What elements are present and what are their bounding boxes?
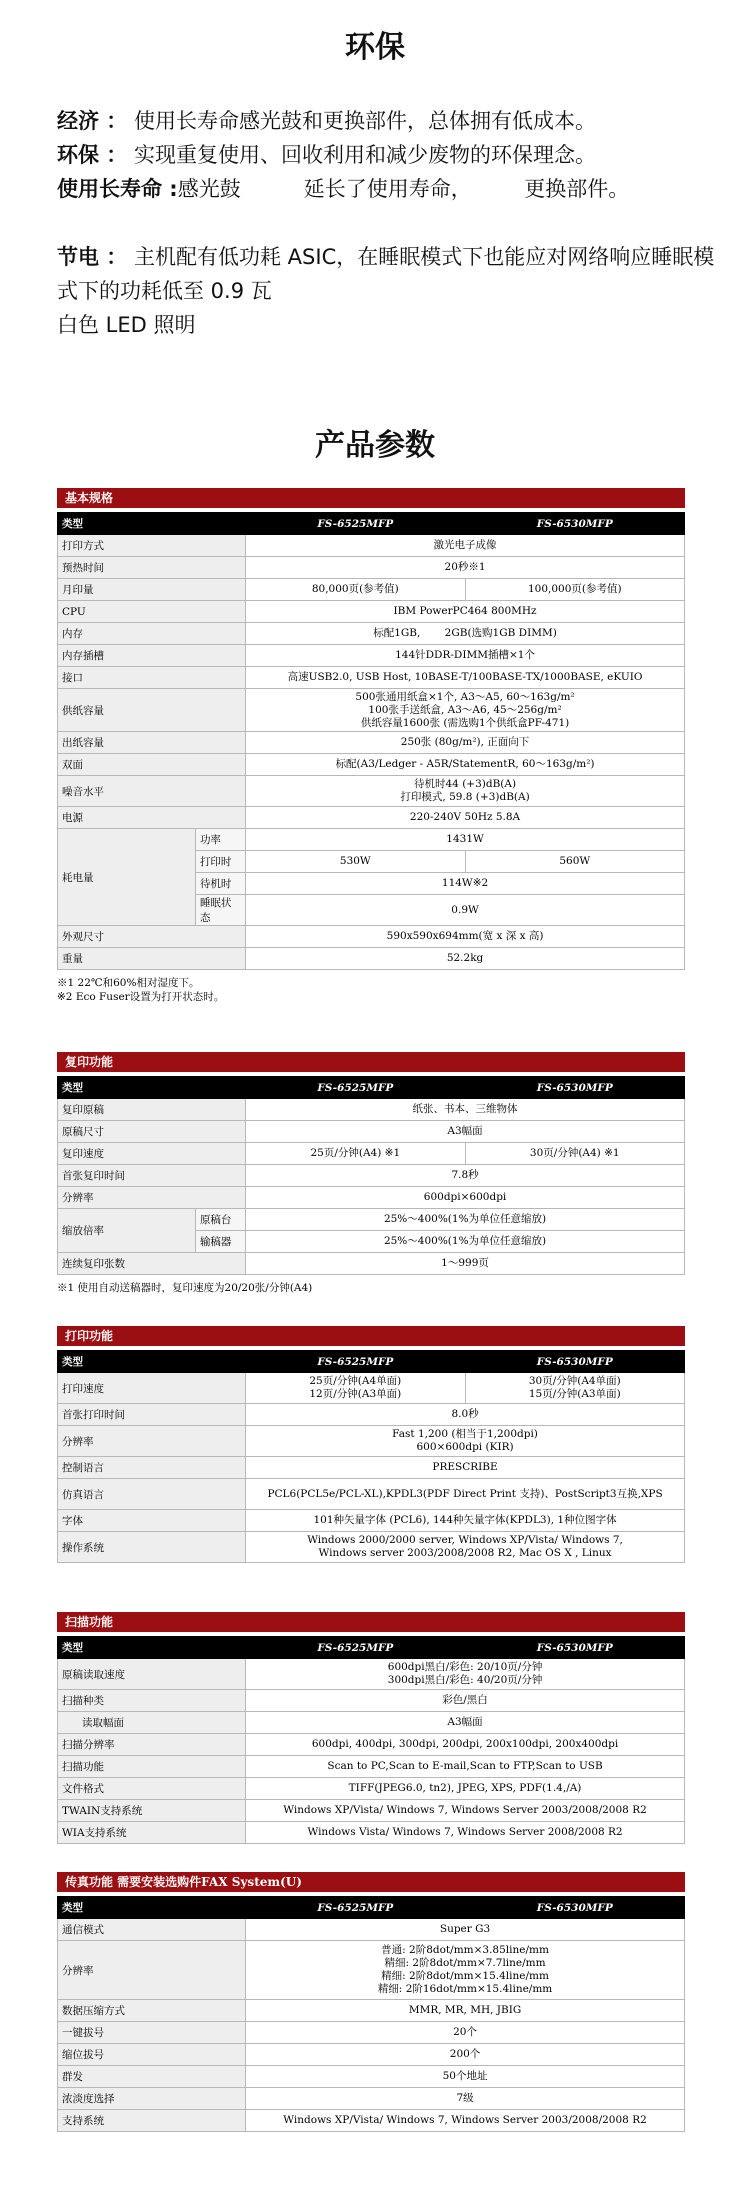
- table-row: [58, 926, 685, 948]
- header-type: 类型: [58, 1351, 246, 1373]
- row-value-model-1: 25页/分钟(A4) ※1: [246, 1143, 465, 1165]
- row-label: 扫描种类: [58, 1690, 246, 1712]
- row-value: 0.9W: [246, 895, 685, 926]
- row-value: 7.8秒: [246, 1165, 685, 1187]
- row-sub-label: 原稿台: [195, 1209, 245, 1231]
- row-label: 月印量: [58, 579, 246, 601]
- table-row: [58, 1457, 685, 1479]
- row-value-model-2: 560W: [465, 851, 684, 873]
- header-type: 类型: [58, 1077, 246, 1099]
- row-label: 复印原稿: [58, 1099, 246, 1121]
- row-value: Windows Vista/ Windows 7, Windows Server 2008/2008 R2: [246, 1822, 685, 1844]
- row-value-model-1: 530W: [246, 851, 465, 873]
- eco-line-led: 白色 LED 照明: [57, 313, 196, 337]
- row-value: 600dpi, 400dpi, 300dpi, 200dpi, 200x100dpi, 200x400dpi: [246, 1734, 685, 1756]
- table-row: [58, 1822, 685, 1844]
- row-label: 首张打印时间: [58, 1404, 246, 1426]
- section-title: 打印功能: [57, 1326, 685, 1346]
- section-title: 扫描功能: [57, 1612, 685, 1632]
- table-row: [58, 1712, 685, 1734]
- table-row: [58, 2044, 685, 2066]
- eco-line-economy: 经济 ： 使用长寿命感光鼓和更换部件，总体拥有低成本。: [57, 109, 596, 133]
- row-label: CPU: [58, 601, 246, 623]
- header-model-1: FS-6525MFP: [246, 1351, 465, 1373]
- header-model-1: FS-6525MFP: [246, 1897, 465, 1919]
- row-label: 扫描分辨率: [58, 1734, 246, 1756]
- table-row: [58, 776, 685, 807]
- table-row: [58, 2110, 685, 2132]
- header-model-2: FS-6530MFP: [465, 513, 684, 535]
- row-value: 25%～400%(1%为单位任意缩放): [246, 1209, 685, 1231]
- table-header-row: [58, 1077, 685, 1099]
- row-value-model-2: 30页/分钟(A4) ※1: [465, 1143, 684, 1165]
- row-label: 数据压缩方式: [58, 2000, 246, 2022]
- row-label: 打印方式: [58, 535, 246, 557]
- row-value: 250张 (80g/m²), 正面向下: [246, 732, 685, 754]
- table-row: [58, 2022, 685, 2044]
- row-sub-label: 待机时: [195, 873, 245, 895]
- eco-block: [57, 104, 717, 342]
- row-value: 1431W: [246, 829, 685, 851]
- spec-table: [57, 1350, 685, 1563]
- row-value: MMR, MR, MH, JBIG: [246, 2000, 685, 2022]
- row-value-model-1: 80,000页(参考值): [246, 579, 465, 601]
- eco-line-environment: 环保 ： 实现重复使用、回收利用和减少废物的环保理念。: [57, 143, 596, 167]
- row-value: 114W※2: [246, 873, 685, 895]
- row-label: 分辨率: [58, 1941, 246, 2000]
- row-sub-label: 输稿器: [195, 1231, 245, 1253]
- row-label: WIA支持系统: [58, 1822, 246, 1844]
- row-sub-label: 睡眠状态: [195, 895, 245, 926]
- section-title: 复印功能: [57, 1052, 685, 1072]
- row-label: 文件格式: [58, 1778, 246, 1800]
- row-value: 500张通用纸盒×1个, A3～A5, 60～163g/m² 100张手送纸盒, A3～A6, 45～256g/m² 供纸容量1600张 (需选购1个供纸盒PF-471): [246, 689, 685, 732]
- table-row: [58, 1253, 685, 1275]
- row-value: A3幅面: [246, 1121, 685, 1143]
- row-label: 首张复印时间: [58, 1165, 246, 1187]
- row-value: PCL6(PCL5e/PCL-XL),KPDL3(PDF Direct Print 支持)、PostScript3互换,XPS: [246, 1479, 685, 1510]
- row-value: 纸张、书本、三维物体: [246, 1099, 685, 1121]
- header-type: 类型: [58, 513, 246, 535]
- footnote: ※2 Eco Fuser设置为打开状态时。: [57, 991, 225, 1003]
- row-group-label: 耗电量: [58, 829, 196, 926]
- row-label: 分辨率: [58, 1187, 246, 1209]
- section-print: [57, 1326, 685, 1563]
- header-type: 类型: [58, 1897, 246, 1919]
- table-row: [58, 1121, 685, 1143]
- table-row: [58, 1941, 685, 2000]
- row-label: TWAIN支持系统: [58, 1800, 246, 1822]
- row-value: 20秒※1: [246, 557, 685, 579]
- row-label: 供纸容量: [58, 689, 246, 732]
- table-row: [58, 1734, 685, 1756]
- row-label: 打印速度: [58, 1373, 246, 1404]
- row-value: TIFF(JPEG6.0, tn2), JPEG, XPS, PDF(1.4,/A): [246, 1778, 685, 1800]
- header-model-1: FS-6525MFP: [246, 513, 465, 535]
- row-value: 200个: [246, 2044, 685, 2066]
- section-title: 传真功能 需要安装选购件FAX System(U): [57, 1872, 685, 1892]
- row-value: Fast 1,200 (相当于1,200dpi) 600×600dpi (KIR): [246, 1426, 685, 1457]
- table-row: [58, 557, 685, 579]
- row-value: 144针DDR-DIMM插槽×1个: [246, 645, 685, 667]
- table-row: [58, 948, 685, 970]
- table-row: [58, 2066, 685, 2088]
- row-value-model-1: 25页/分钟(A4单面) 12页/分钟(A3单面): [246, 1373, 465, 1404]
- row-value: Windows 2000/2000 server, Windows XP/Vista/ Windows 7, Windows server 2003/2008/2008 R2, Mac OS X , Linux: [246, 1532, 685, 1563]
- table-row: [58, 732, 685, 754]
- row-label: 原稿尺寸: [58, 1121, 246, 1143]
- row-label: 操作系统: [58, 1532, 246, 1563]
- table-header-row: [58, 1637, 685, 1659]
- table-row: [58, 579, 685, 601]
- table-row: [58, 1756, 685, 1778]
- row-value: 590x590x694mm(宽 x 深 x 高): [246, 926, 685, 948]
- spec-table: [57, 1896, 685, 2132]
- row-label: 双面: [58, 754, 246, 776]
- row-label: 噪音水平: [58, 776, 246, 807]
- section-notes: [57, 1281, 685, 1295]
- row-value: 激光电子成像: [246, 535, 685, 557]
- row-value: Scan to PC,Scan to E-mail,Scan to FTP,Scan to USB: [246, 1756, 685, 1778]
- spec-table: [57, 1636, 685, 1844]
- table-row: [58, 1919, 685, 1941]
- table-row: [58, 667, 685, 689]
- table-row: [58, 1373, 685, 1404]
- section-notes: [57, 976, 685, 1004]
- table-row: [58, 1426, 685, 1457]
- row-label: 外观尺寸: [58, 926, 246, 948]
- row-label: 支持系统: [58, 2110, 246, 2132]
- row-value: 220-240V 50Hz 5.8A: [246, 807, 685, 829]
- row-label: 电源: [58, 807, 246, 829]
- row-sub-label: 功率: [195, 829, 245, 851]
- row-label: 预热时间: [58, 557, 246, 579]
- footnote: ※1 22℃和60%相对湿度下。: [57, 977, 200, 989]
- spec-title: 产品参数: [315, 428, 435, 463]
- table-row: [58, 1143, 685, 1165]
- header-type: 类型: [58, 1637, 246, 1659]
- row-value: 高速USB2.0, USB Host, 10BASE-T/100BASE-TX/1000BASE, eKUIO: [246, 667, 685, 689]
- row-label: 接口: [58, 667, 246, 689]
- section-basic: [57, 488, 685, 1004]
- row-label: 群发: [58, 2066, 246, 2088]
- table-row: [58, 689, 685, 732]
- table-row: [58, 1187, 685, 1209]
- row-label: 重量: [58, 948, 246, 970]
- row-label: 仿真语言: [58, 1479, 246, 1510]
- table-header-row: [58, 513, 685, 535]
- table-row: [58, 2088, 685, 2110]
- table-header-row: [58, 1897, 685, 1919]
- row-label: 连续复印张数: [58, 1253, 246, 1275]
- table-row: [58, 601, 685, 623]
- section-scan: [57, 1612, 685, 1844]
- table-row: [58, 1165, 685, 1187]
- row-label: 一键拔号: [58, 2022, 246, 2044]
- table-row: [58, 829, 685, 851]
- row-value: 标配(A3/Ledger - A5R/StatementR, 60～163g/m²): [246, 754, 685, 776]
- table-row: [58, 1099, 685, 1121]
- row-value: A3幅面: [246, 1712, 685, 1734]
- row-value: 20个: [246, 2022, 685, 2044]
- row-group-label: 缩放倍率: [58, 1209, 196, 1253]
- table-row: [58, 1532, 685, 1563]
- footnote: ※1 使用自动送稿器时，复印速度为20/20张/分钟(A4): [57, 1282, 313, 1294]
- spec-table: [57, 512, 685, 970]
- header-model-2: FS-6530MFP: [465, 1637, 684, 1659]
- row-value: IBM PowerPC464 800MHz: [246, 601, 685, 623]
- header-model-2: FS-6530MFP: [465, 1897, 684, 1919]
- table-row: [58, 1800, 685, 1822]
- eco-line-long-life: 使用长寿命 :感光鼓 延长了使用寿命， 更换部件。: [57, 177, 630, 201]
- section-copy: [57, 1052, 685, 1295]
- row-value: 待机时44 (+3)dB(A) 打印模式, 59.8 (+3)dB(A): [246, 776, 685, 807]
- section-fax: [57, 1872, 685, 2132]
- row-value: 标配1GB, 2GB(选购1GB DIMM): [246, 623, 685, 645]
- row-value: 101种矢量字体 (PCL6), 144种矢量字体(KPDL3), 1种位图字体: [246, 1510, 685, 1532]
- row-value: Super G3: [246, 1919, 685, 1941]
- row-value: 600dpi×600dpi: [246, 1187, 685, 1209]
- table-row: [58, 1209, 685, 1231]
- row-label: 内存: [58, 623, 246, 645]
- row-label: 出纸容量: [58, 732, 246, 754]
- header-model-1: FS-6525MFP: [246, 1637, 465, 1659]
- table-row: [58, 1778, 685, 1800]
- row-label: 读取幅面: [58, 1712, 246, 1734]
- row-label: 通信模式: [58, 1919, 246, 1941]
- header-model-1: FS-6525MFP: [246, 1077, 465, 1099]
- table-row: [58, 1404, 685, 1426]
- row-label: 内存插槽: [58, 645, 246, 667]
- row-label: 字体: [58, 1510, 246, 1532]
- row-value-model-2: 30页/分钟(A4单面) 15页/分钟(A3单面): [465, 1373, 684, 1404]
- row-value: 1～999页: [246, 1253, 685, 1275]
- row-value: 7级: [246, 2088, 685, 2110]
- row-value: 600dpi黑白/彩色: 20/10页/分钟 300dpi黑白/彩色: 40/20页/分钟: [246, 1659, 685, 1690]
- row-label: 控制语言: [58, 1457, 246, 1479]
- row-label: 浓淡度选择: [58, 2088, 246, 2110]
- row-value: 普通: 2阶8dot/mm×3.85line/mm 精细: 2阶8dot/mm×7.7line/mm 精细: 2阶8dot/mm×15.4line/mm 精细: 2阶16dot/mm×15.4line/mm: [246, 1941, 685, 2000]
- row-value: 8.0秒: [246, 1404, 685, 1426]
- row-value: 彩色/黑白: [246, 1690, 685, 1712]
- table-row: [58, 535, 685, 557]
- table-row: [58, 1510, 685, 1532]
- row-value-model-2: 100,000页(参考值): [465, 579, 684, 601]
- row-label: 缩位拔号: [58, 2044, 246, 2066]
- section-title: 基本规格: [57, 488, 685, 508]
- row-value: PRESCRIBE: [246, 1457, 685, 1479]
- eco-line-power: 节电 ： 主机配有低功耗 ASIC，在睡眠模式下也能应对网络响应睡眠模式下的功耗低至 0.9 瓦: [57, 245, 715, 303]
- table-row: [58, 754, 685, 776]
- row-label: 复印速度: [58, 1143, 246, 1165]
- table-row: [58, 1659, 685, 1690]
- row-sub-label: 打印时: [195, 851, 245, 873]
- header-model-2: FS-6530MFP: [465, 1077, 684, 1099]
- table-row: [58, 1479, 685, 1510]
- row-value: Windows XP/Vista/ Windows 7, Windows Server 2003/2008/2008 R2: [246, 2110, 685, 2132]
- table-row: [58, 645, 685, 667]
- table-row: [58, 807, 685, 829]
- row-value: Windows XP/Vista/ Windows 7, Windows Server 2003/2008/2008 R2: [246, 1800, 685, 1822]
- header-model-2: FS-6530MFP: [465, 1351, 684, 1373]
- row-value: 50个地址: [246, 2066, 685, 2088]
- table-row: [58, 2000, 685, 2022]
- spec-table: [57, 1076, 685, 1275]
- row-label: 分辨率: [58, 1426, 246, 1457]
- eco-title: 环保: [345, 30, 405, 65]
- row-label: 扫描功能: [58, 1756, 246, 1778]
- row-value: 25%～400%(1%为单位任意缩放): [246, 1231, 685, 1253]
- row-value: 52.2kg: [246, 948, 685, 970]
- table-row: [58, 623, 685, 645]
- table-row: [58, 1690, 685, 1712]
- row-label: 原稿读取速度: [58, 1659, 246, 1690]
- table-header-row: [58, 1351, 685, 1373]
